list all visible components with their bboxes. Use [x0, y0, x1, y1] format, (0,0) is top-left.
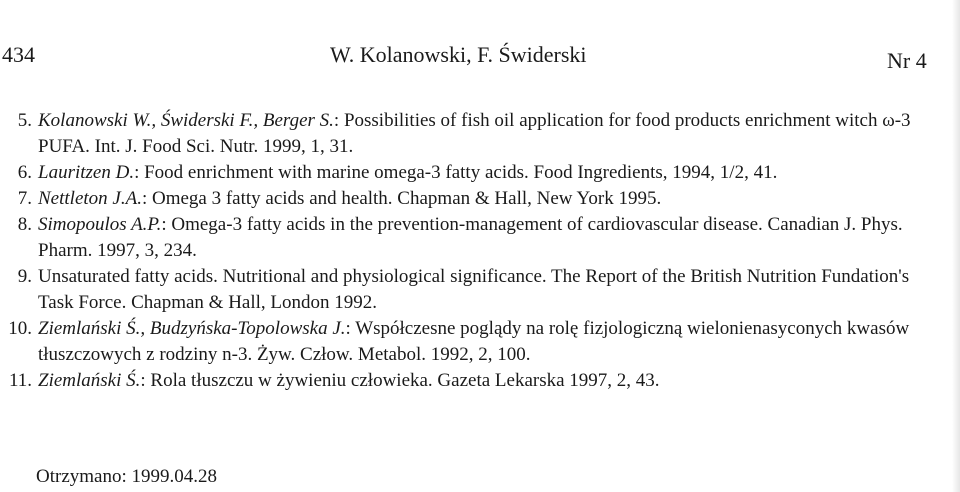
reference-authors: Ziemlański Ś., Budzyńska-Topolowska J. — [38, 318, 346, 339]
reference-item — [0, 108, 936, 160]
reference-text: : Rola tłuszczu w żywieniu człowieka. Gazeta Lekarska 1997, 2, 43. — [140, 370, 660, 391]
reference-text: Unsaturated fatty acids. Nutritional and physiological significance. The Report of the British Nutrition Fundation's Task Force. Chapman & Hall, London 1992. — [38, 266, 910, 313]
reference-number: 6. — [17, 162, 32, 183]
reference-number: 10. — [8, 318, 32, 339]
reference-number: 8. — [17, 214, 32, 235]
running-header — [0, 38, 960, 78]
reference-number: 5. — [17, 110, 32, 131]
reference-authors: Simopoulos A.P. — [38, 214, 162, 235]
reference-item — [0, 264, 936, 316]
received-date: Otrzymano: 1999.04.28 — [36, 466, 218, 487]
page-number: 434 — [2, 42, 35, 67]
reference-authors: Ziemlański Ś. — [38, 370, 141, 391]
reference-item — [0, 368, 936, 394]
reference-text: : Possibilities of fish oil application for food products enrichment witch ω-3 PUFA. Int. J. Food Sci. Nutr. 1999, 1, 31. — [38, 110, 911, 157]
reference-item — [0, 316, 936, 368]
reference-item — [0, 212, 936, 264]
reference-number: 9. — [17, 266, 32, 287]
reference-number: 7. — [17, 188, 32, 209]
reference-number: 11. — [8, 370, 32, 391]
reference-list — [0, 108, 960, 394]
reference-authors: Nettleton J.A. — [38, 188, 142, 209]
issue-number: Nr 4 — [887, 48, 927, 73]
reference-authors: Lauritzen D. — [38, 162, 135, 183]
reference-authors: Kolanowski W., Świderski F., Berger S. — [38, 110, 334, 131]
reference-text: : Współczesne poglądy na rolę fizjologiczną wielonienasyconych kwasów tłuszczowych z rodziny n-3. Żyw. Człow. Metabol. 1992, 2, 100. — [38, 318, 910, 365]
reference-text: : Omega-3 fatty acids in the prevention-management of cardiovascular disease. Canadian J. Phys. Pharm. 1997, 3, 234. — [38, 214, 903, 261]
reference-text: : Food enrichment with marine omega-3 fatty acids. Food Ingredients, 1994, 1/2, 41. — [134, 162, 778, 183]
running-head-authors: W. Kolanowski, F. Świderski — [330, 42, 587, 67]
reference-item — [0, 186, 936, 212]
page-edge-shadow — [952, 0, 960, 492]
reference-item — [0, 160, 936, 186]
reference-text: : Omega 3 fatty acids and health. Chapman & Hall, New York 1995. — [141, 188, 662, 209]
